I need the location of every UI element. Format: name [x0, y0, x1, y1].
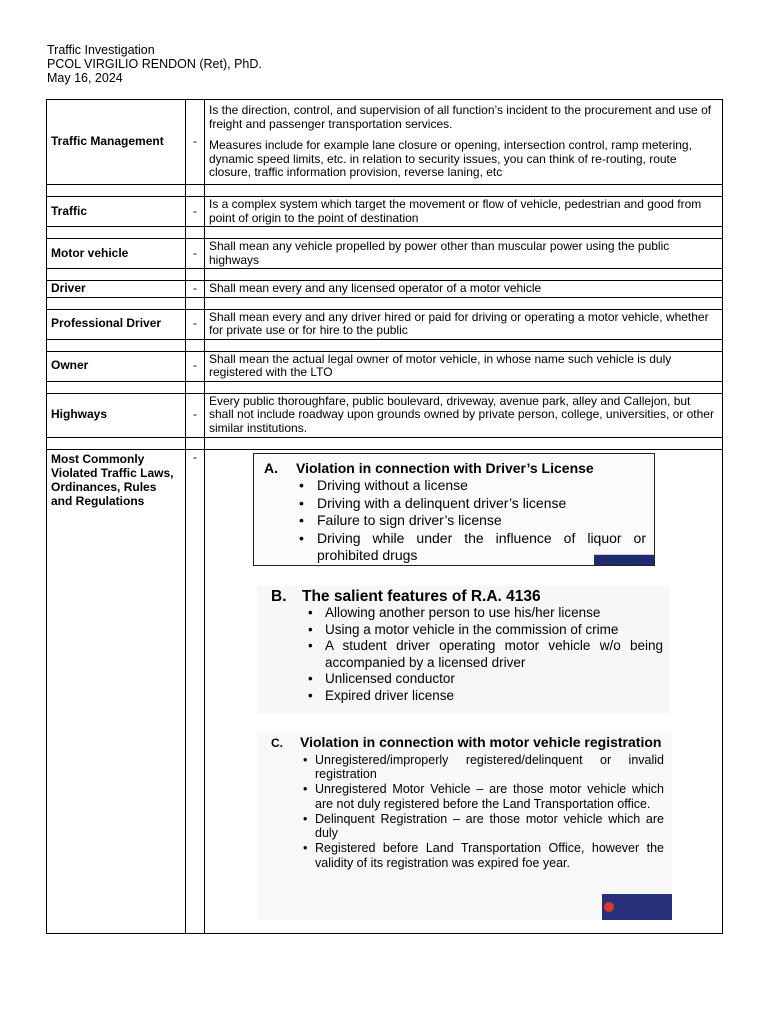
- table-row: [47, 239, 723, 269]
- dash-cell: -: [186, 393, 205, 437]
- slide-image-c: [257, 732, 672, 920]
- list-item: • Expired driver license: [325, 688, 669, 705]
- logo-badge: [594, 554, 654, 565]
- document-date: May 16, 2024: [47, 71, 123, 85]
- definition-cell: [205, 197, 723, 227]
- definition-cell: [205, 239, 723, 269]
- list-item: • Failure to sign driver’s license: [317, 512, 654, 530]
- table-row: [47, 309, 723, 339]
- definition-cell: [205, 309, 723, 339]
- list-item: • Driving while under the influence of liquor or prohibited drugs: [317, 530, 654, 565]
- definition-text: Shall mean every and any driver hired or paid for driving or operating a motor vehicle, whether for private use or for hire to the public: [209, 309, 709, 337]
- definition-text: Shall mean every and any licensed operator of a motor vehicle: [209, 281, 542, 295]
- list-item: • Driving without a license: [317, 477, 654, 495]
- term-cell: Traffic: [47, 197, 186, 227]
- term-cell: Driver: [47, 281, 186, 298]
- list-item: • Unregistered Motor Vehicle – are those motor vehicle which are not duly registered before the Land Transportation office.: [315, 782, 672, 812]
- definition-text: Is a complex system which target the movement or flow of vehicle, pedestrian and good from point of origin to the point of destination: [209, 197, 702, 225]
- spacer-row: [47, 227, 723, 239]
- table-row: [47, 197, 723, 227]
- spacer-row: [47, 339, 723, 351]
- list-item: • Unlicensed conductor: [325, 671, 669, 688]
- spacer-row: [47, 185, 723, 197]
- definition-cell: [205, 100, 723, 185]
- slide-list: [315, 753, 672, 871]
- definition-cell: [205, 351, 723, 381]
- list-item: • A student driver operating motor vehicle w/o being accompanied by a licensed driver: [325, 638, 669, 671]
- list-item: • Unregistered/improperly registered/delinquent or invalid registration: [315, 753, 672, 783]
- term-cell: Motor vehicle: [47, 239, 186, 269]
- table-row: [47, 393, 723, 437]
- dash-cell: -: [186, 449, 205, 933]
- slides-cell: [205, 449, 723, 933]
- slide-list: [317, 477, 654, 565]
- dash-cell: -: [186, 197, 205, 227]
- slide-heading: [271, 734, 672, 751]
- term-cell: Traffic Management: [47, 100, 186, 185]
- definition-text: Shall mean the actual legal owner of motor vehicle, in whose name such vehicle is duly registered with the LTO: [209, 351, 672, 379]
- table-row: [47, 449, 723, 933]
- definition-text: Measures include for example lane closure or opening, intersection control, ramp metering, dynamic speed limits, etc. in relation to security issues, you can think of re-routing, route closure, traffic information provision, reverse laning, etc: [209, 138, 692, 180]
- definition-text: Shall mean any vehicle propelled by power other than muscular power using the public highways: [209, 239, 670, 267]
- term-cell: Highways: [47, 393, 186, 437]
- slide-heading: [264, 459, 654, 476]
- table-row: [47, 100, 723, 185]
- spacer-row: [47, 437, 723, 449]
- term-cell: Most Commonly Violated Traffic Laws, Ordinances, Rules and Regulations: [47, 449, 186, 933]
- author-name: PCOL VIRGILIO RENDON (Ret), PhD.: [47, 57, 262, 71]
- document-header: [47, 43, 262, 85]
- term-cell: Owner: [47, 351, 186, 381]
- slide-title: Violation in connection with Driver’s License: [296, 459, 594, 476]
- course-title: Traffic Investigation: [47, 43, 155, 57]
- definition-text: Is the direction, control, and supervision of all function’s incident to the procurement and use of freight and passenger transportation services.: [209, 103, 712, 131]
- dash-cell: -: [186, 100, 205, 185]
- list-item: • Allowing another person to use his/her license: [325, 605, 669, 622]
- definition-cell: [205, 281, 723, 298]
- list-item: • Delinquent Registration – are those motor vehicle which are duly: [315, 812, 672, 842]
- dash-cell: -: [186, 351, 205, 381]
- definition-text: Every public thoroughfare, public boulevard, driveway, avenue park, alley and Callejon, but shall not include roadway upon grounds owned by private person, college, universities, or other similar institutions.: [209, 393, 714, 435]
- slide-letter: B.: [271, 587, 287, 605]
- table-row: [47, 351, 723, 381]
- spacer-row: [47, 269, 723, 281]
- slide-title: The salient features of R.A. 4136: [302, 587, 541, 605]
- spacer-row: [47, 381, 723, 393]
- slide-letter: C.: [271, 735, 283, 750]
- spacer-row: [47, 297, 723, 309]
- slide-title: Violation in connection with motor vehicle registration: [300, 733, 662, 750]
- slide-image-a: [253, 453, 655, 566]
- table-row: [47, 281, 723, 298]
- dash-cell: -: [186, 309, 205, 339]
- logo-badge: [602, 894, 672, 920]
- slide-letter: A.: [264, 459, 278, 476]
- definition-cell: [205, 393, 723, 437]
- list-item: • Driving with a delinquent driver’s license: [317, 495, 654, 513]
- slide-list: [325, 605, 669, 704]
- slide-image-b: [257, 586, 669, 714]
- dash-cell: -: [186, 239, 205, 269]
- slide-heading: [271, 587, 669, 605]
- term-cell: Professional Driver: [47, 309, 186, 339]
- definitions-table: [46, 99, 723, 934]
- list-item: • Using a motor vehicle in the commission of crime: [325, 622, 669, 639]
- list-item: • Registered before Land Transportation Office, however the validity of its registration was expired foe year.: [315, 841, 672, 871]
- dash-cell: -: [186, 281, 205, 298]
